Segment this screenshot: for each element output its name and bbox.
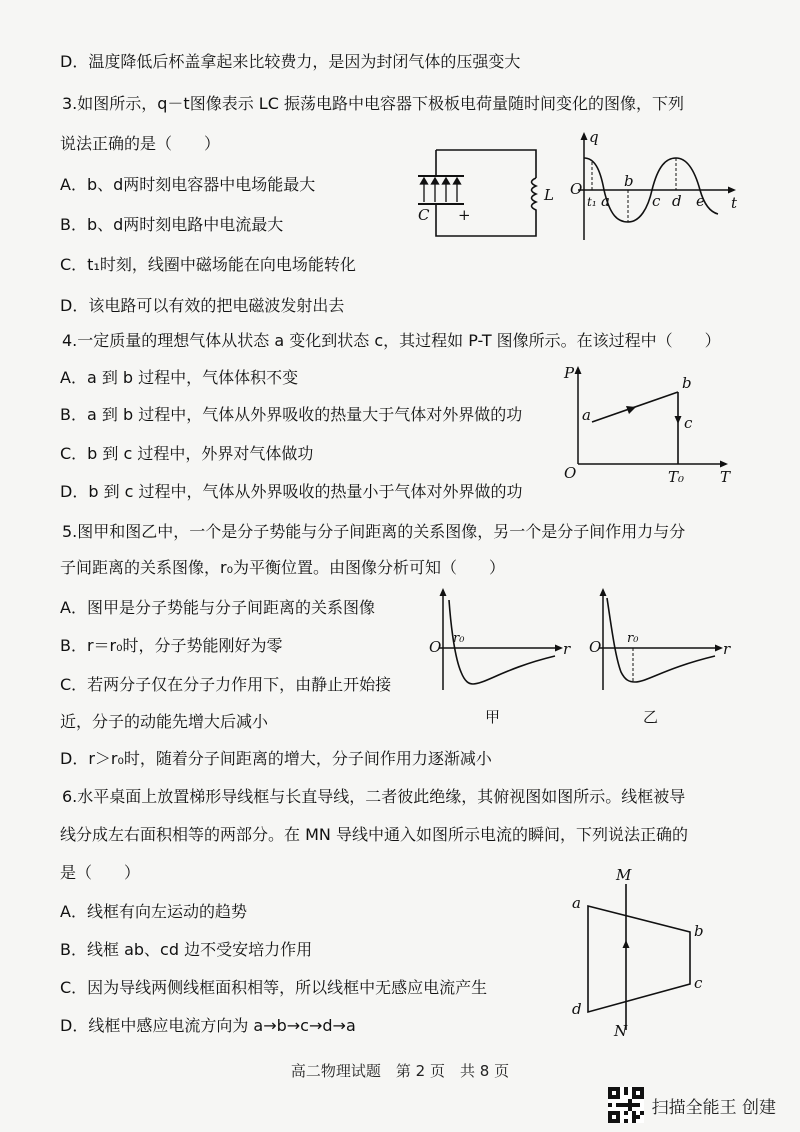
q6-option-d: D．线框中感应电流方向为 a→b→c→d→a	[60, 1016, 356, 1035]
plus-sign: +	[458, 206, 471, 224]
q2-option-d: D．温度降低后杯盖拿起来比较费力，是因为封闭气体的压强变大	[60, 52, 521, 71]
q4-stem: 4.一定质量的理想气体从状态 a 变化到状态 c，其过程如 P-T 图像所示。在该过程中（ ）	[62, 331, 721, 350]
q3-option-a: A．b、d两时刻电容器中电场能最大	[60, 175, 316, 194]
q3-option-d: D．该电路可以有效的把电磁波发射出去	[60, 296, 345, 315]
figure-caption-yi: 乙	[643, 708, 659, 726]
q6-stem: 6.水平桌面上放置梯形导线框与长直导线，二者彼此绝缘，其俯视图如图所示。线框被导	[62, 787, 686, 806]
scanner-watermark	[608, 1087, 776, 1123]
wire-end-m-label: M	[616, 866, 632, 884]
corner-c-label: c	[694, 974, 703, 992]
yi-graph	[585, 584, 735, 724]
t0-label: T₀	[668, 468, 685, 486]
page-footer: 高二物理试题 第 2 页 共 8 页	[290, 1062, 510, 1080]
inductor-label: L	[544, 186, 554, 204]
q6-stem-cont2: 是（ ）	[60, 863, 141, 882]
point-a-label: a	[601, 192, 610, 210]
origin-label: O	[429, 638, 442, 656]
corner-b-label: b	[694, 922, 704, 940]
t1-label: t₁	[587, 195, 597, 209]
state-b-label: b	[682, 374, 692, 392]
q3-stem-cont: 说法正确的是（ ）	[60, 134, 221, 153]
q5-stem: 5.图甲和图乙中，一个是分子势能与分子间距离的关系图像，另一个是分子间作用力与分	[62, 522, 686, 541]
p-t-graph	[558, 360, 738, 490]
origin-label: O	[570, 180, 583, 198]
lc-circuit-figure	[408, 140, 558, 240]
jia-graph	[425, 584, 575, 724]
q5-option-c: C．若两分子仅在分子力作用下，由静止开始接	[60, 675, 392, 694]
r-axis-label: r	[723, 640, 731, 658]
q-axis-label: q	[589, 128, 599, 146]
q4-option-b: B．a 到 b 过程中，气体从外界吸收的热量大于气体对外界做的功	[60, 405, 523, 424]
corner-d-label: d	[572, 1000, 582, 1018]
wire-end-n-label: N	[614, 1022, 628, 1040]
q4-option-a: A．a 到 b 过程中，气体体积不变	[60, 368, 299, 387]
figure-caption-jia: 甲	[485, 708, 501, 726]
origin-label: O	[589, 638, 602, 656]
q5-option-a: A．图甲是分子势能与分子间距离的关系图像	[60, 598, 375, 617]
q6-option-c: C．因为导线两侧线框面积相等，所以线框中无感应电流产生	[60, 978, 488, 997]
t-axis-label: T	[720, 468, 731, 486]
q-t-graph	[566, 128, 746, 246]
q3-option-b: B．b、d两时刻电路中电流最大	[60, 215, 284, 234]
q4-option-c: C．b 到 c 过程中，外界对气体做功	[60, 444, 314, 463]
t-axis-label: t	[731, 194, 738, 212]
q6-option-b: B．线框 ab、cd 边不受安培力作用	[60, 940, 313, 959]
r0-label: r₀	[627, 631, 639, 646]
q4-option-d: D．b 到 c 过程中，气体从外界吸收的热量小于气体对外界做的功	[60, 482, 523, 501]
q3-option-c: C．t₁时刻，线圈中磁场能在向电场能转化	[60, 255, 356, 274]
scanner-label: 扫描全能王 创建	[651, 1097, 776, 1118]
point-b-label: b	[624, 172, 634, 190]
r-axis-label: r	[563, 640, 571, 658]
q5-option-b: B．r＝r₀时，分子势能刚好为零	[60, 636, 283, 655]
q5-option-d: D．r＞r₀时，随着分子间距离的增大，分子间作用力逐渐减小	[60, 749, 492, 768]
state-a-label: a	[582, 406, 591, 424]
point-e-label: e	[696, 192, 705, 210]
q3-stem: 3.如图所示，q－t图像表示 LC 振荡电路中电容器下极板电荷量随时间变化的图像，下列	[62, 94, 684, 113]
origin-label: O	[564, 464, 577, 482]
q5-stem-cont: 子间距离的关系图像，r₀为平衡位置。由图像分析可知（ ）	[60, 558, 505, 577]
q5-option-c-cont: 近，分子的动能先增大后减小	[60, 712, 269, 731]
capacitor-label: C	[418, 206, 430, 224]
point-c-label: c	[652, 192, 661, 210]
mn-wire-figure	[560, 860, 720, 1040]
p-axis-label: P	[564, 364, 575, 382]
q6-stem-cont: 线分成左右面积相等的两部分。在 MN 导线中通入如图所示电流的瞬间，下列说法正确的	[60, 825, 688, 844]
r0-label: r₀	[453, 631, 465, 646]
corner-a-label: a	[572, 894, 581, 912]
q6-option-a: A．线框有向左运动的趋势	[60, 902, 247, 921]
point-d-label: d	[672, 192, 682, 210]
state-c-label: c	[684, 414, 693, 432]
qr-code-icon	[608, 1087, 644, 1123]
